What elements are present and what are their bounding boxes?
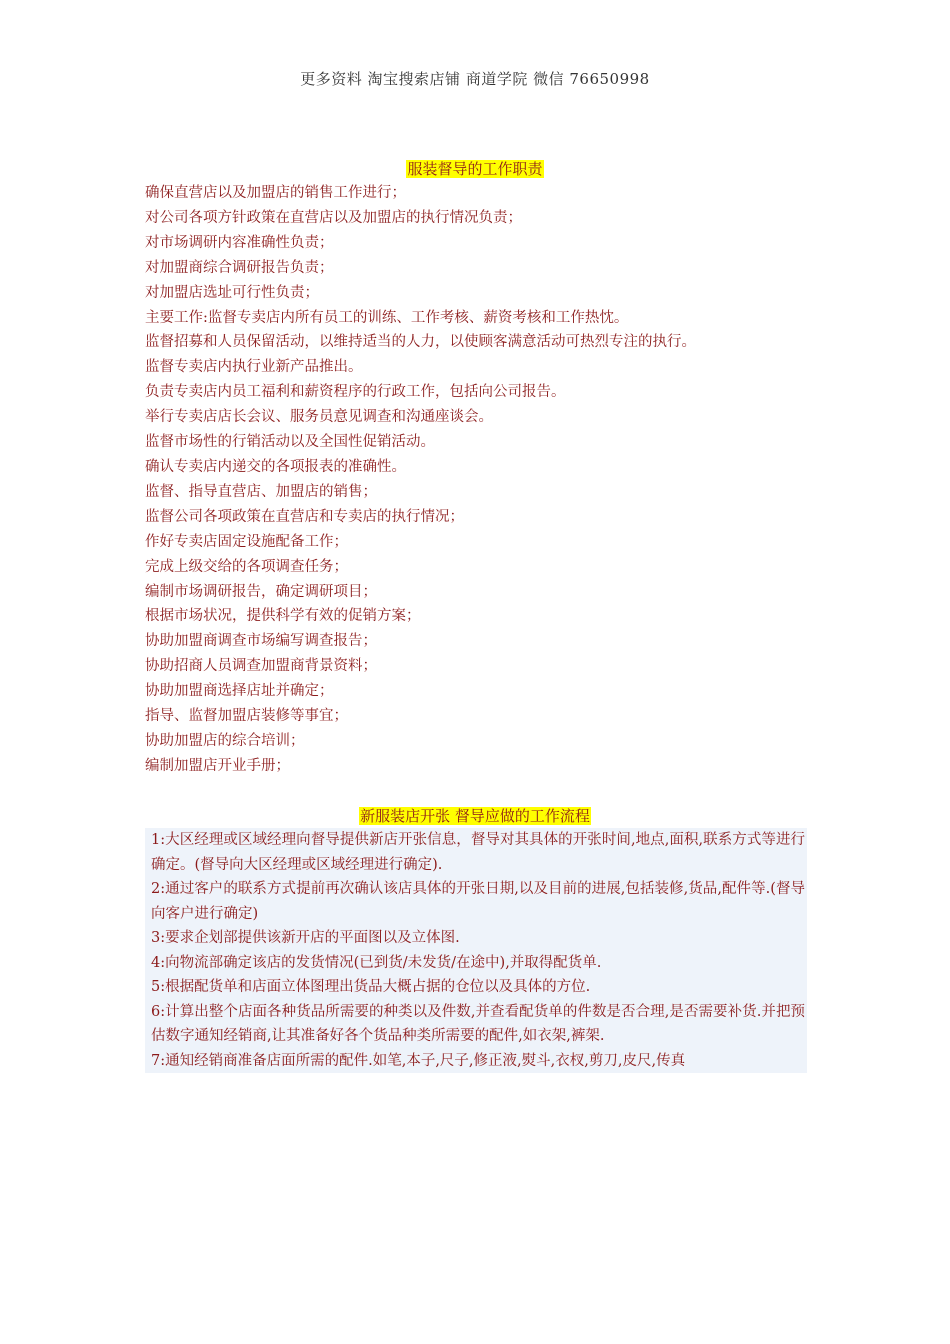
duty-item: 举行专卖店店长会议、服务员意见调查和沟通座谈会。 <box>145 409 493 426</box>
section-title-workflow-text: 新服装店开张 督导应做的工作流程 <box>360 807 590 825</box>
duty-item: 确保直营店以及加盟店的销售工作进行； <box>145 185 406 201</box>
workflow-step: 4:向物流部确定该店的发货情况(已到货/未发货/在途中),并取得配货单. <box>151 954 602 971</box>
duty-item: 监督市场性的行销活动以及全国性促销活动。 <box>145 434 435 451</box>
workflow-step: 5:根据配货单和店面立体图理出货品大概占据的仓位以及具体的方位. <box>151 979 591 995</box>
workflow-step: 6:计算出整个店面各种货品所需要的种类以及件数,并查看配货单的件数是否合理,是否需要补货.并把预估数字通知经销商,让其准备好各个货品种类所需要的配件,如衣架,裤架. <box>151 1003 805 1044</box>
duty-item: 监督公司各项政策在直营店和专卖店的执行情况； <box>145 508 464 525</box>
duties-list <box>145 181 825 779</box>
workflow-step: 7:通知经销商准备店面所需的配件.如笔,本子,尺子,修正液,熨斗,衣杈,剪刀,皮尺,传真 <box>151 1052 686 1069</box>
duty-item: 主要工作:监督专卖店内所有员工的训练、工作考核、薪资考核和工作热忱。 <box>145 309 629 326</box>
duty-item: 对市场调研内容准确性负责； <box>145 234 334 251</box>
duty-item: 编制市场调研报告，确定调研项目； <box>145 583 377 600</box>
duty-item: 协助加盟店的综合培训； <box>145 732 305 749</box>
workflow-step: 2:通过客户的联系方式提前再次确认该店具体的开张日期,以及目前的进展,包括装修,货品,配件等.(督导向客户进行确定) <box>151 881 805 922</box>
duty-item: 协助加盟商选择店址并确定； <box>145 683 334 700</box>
duty-item: 完成上级交给的各项调查任务； <box>145 558 348 575</box>
section-title-workflow <box>0 805 950 826</box>
duty-item: 编制加盟店开业手册； <box>145 757 290 774</box>
workflow-step: 1:大区经理或区域经理向督导提供新店开张信息，督导对其具体的开张时间,地点,面积,联系方式等进行确定。(督导向大区经理或区域经理进行确定). <box>151 832 805 873</box>
workflow-list <box>145 828 807 1073</box>
duty-item: 对加盟店选址可行性负责； <box>145 284 319 301</box>
duty-item: 负责专卖店内员工福利和薪资程序的行政工作，包括向公司报告。 <box>145 384 566 401</box>
section-title-duties <box>0 158 950 179</box>
duty-item: 对加盟商综合调研报告负责； <box>145 259 334 276</box>
workflow-step: 3:要求企划部提供该新开店的平面图以及立体图. <box>151 930 460 946</box>
header-note: 更多资料 淘宝搜索店铺 商道学院 微信 76650998 <box>300 70 650 88</box>
duty-item: 协助招商人员调查加盟商背景资料； <box>145 658 377 675</box>
duty-item: 协助加盟商调查市场编写调查报告； <box>145 633 377 650</box>
duty-item: 监督、指导直营店、加盟店的销售； <box>145 483 377 500</box>
section-title-duties-text: 服装督导的工作职责 <box>407 160 543 178</box>
duty-item: 作好专卖店固定设施配备工作； <box>145 533 348 550</box>
duty-item: 根据市场状况，提供科学有效的促销方案； <box>145 608 421 625</box>
duty-item: 监督专卖店内执行业新产品推出。 <box>145 359 363 376</box>
duty-item: 对公司各项方针政策在直营店以及加盟店的执行情况负责； <box>145 209 522 226</box>
duty-item: 监督招募和人员保留活动，以维持适当的人力，以使顾客满意活动可热烈专注的执行。 <box>145 334 696 351</box>
duty-item: 确认专卖店内递交的各项报表的准确性。 <box>145 458 406 475</box>
duty-item: 指导、监督加盟店装修等事宜； <box>145 708 348 725</box>
